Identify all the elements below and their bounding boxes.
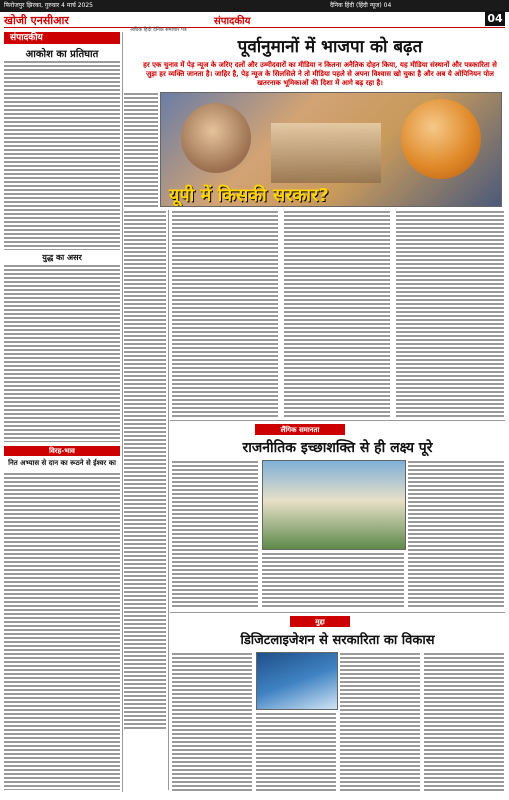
rally-crowd-icon	[271, 123, 381, 183]
masthead-subtitle: अधिक हिंदी दैनिक समाचार पत्र	[130, 27, 187, 33]
politician-photo-icon	[401, 99, 481, 179]
box-body	[4, 472, 120, 790]
story2-body-col2	[262, 552, 404, 608]
box-subhead: नित अभ्यास से दान का रूठने से ईश्वर का	[8, 458, 116, 467]
editorial-subhead: युद्ध का असर	[42, 252, 82, 262]
lead-headline: पूर्वानुमानों में भाजपा को बढ़त	[237, 37, 423, 57]
story2-banner: लैंगिक समानता	[255, 424, 345, 435]
paper-info: दैनिक हिंदी (हिंदी न्यूज) 04	[330, 2, 392, 9]
story2-headline: राजनीतिक इच्छाशक्ति से ही लक्ष्य पूरे	[242, 440, 433, 456]
lead-body-col1	[172, 210, 278, 418]
story2-body-col3	[408, 460, 504, 608]
divider	[170, 420, 505, 421]
lead-photo-caption: यूपी में किसकी सरकार?	[169, 185, 329, 206]
women-group-photo-icon	[262, 460, 406, 550]
story3-banner: मुद्दा	[290, 616, 350, 627]
top-info-band	[0, 0, 509, 12]
column-divider	[168, 210, 169, 790]
editorial-body	[4, 60, 120, 250]
editorial-body-2	[4, 264, 120, 442]
editorial-title: आकोश का प्रतिघात	[25, 49, 99, 60]
story3-body-col2	[256, 712, 336, 792]
lead-deck: हर एक चुनाव में पेड़ न्यूज के जरिए दलों और उम्मीदवारों का मीडिया न कितना अनैतिक दोहन किया, यह मीडिया संस्थानों और पत्रकारिता से जुड़ा हर व्यक्ति जानता है। जाहिर है, पेड़ न्यूज के सिलसिले ने तो मीडिया पहले से अपना विश्वास खो चुका है और अब ये ओपिनियन पोल खतरनाक भूमिकाओं की दिशा में आगे बढ़ रहा है।	[143, 60, 497, 87]
newspaper-logo: खोजी एनसीआर	[4, 14, 69, 27]
politician-photo-icon	[181, 103, 251, 173]
lead-photo	[160, 92, 502, 207]
page-number: 04	[485, 11, 505, 26]
story3-body-col1	[172, 652, 252, 792]
lead-body-col3	[396, 210, 504, 418]
story3-body-col4	[424, 652, 504, 792]
story3-body-col3	[340, 652, 420, 792]
editorial-label: संपादकीय	[4, 32, 120, 44]
lead-body-left	[124, 92, 158, 208]
digital-network-photo-icon	[256, 652, 338, 710]
lead-body-col2	[284, 210, 390, 418]
story3-headline: डिजिटलाइजेशन से सरकारिता का विकास	[240, 633, 435, 648]
lead-body-continued	[124, 210, 166, 730]
box-title: विरह-भाव	[4, 446, 120, 456]
section-title: संपादकीय	[214, 16, 251, 27]
masthead	[4, 13, 505, 28]
story2-body-col1	[172, 460, 258, 608]
column-divider	[122, 32, 123, 792]
date-line: फिरोजपुर झिरका, गुरुवार 4 मार्च 2025	[4, 2, 94, 9]
divider	[170, 612, 505, 613]
